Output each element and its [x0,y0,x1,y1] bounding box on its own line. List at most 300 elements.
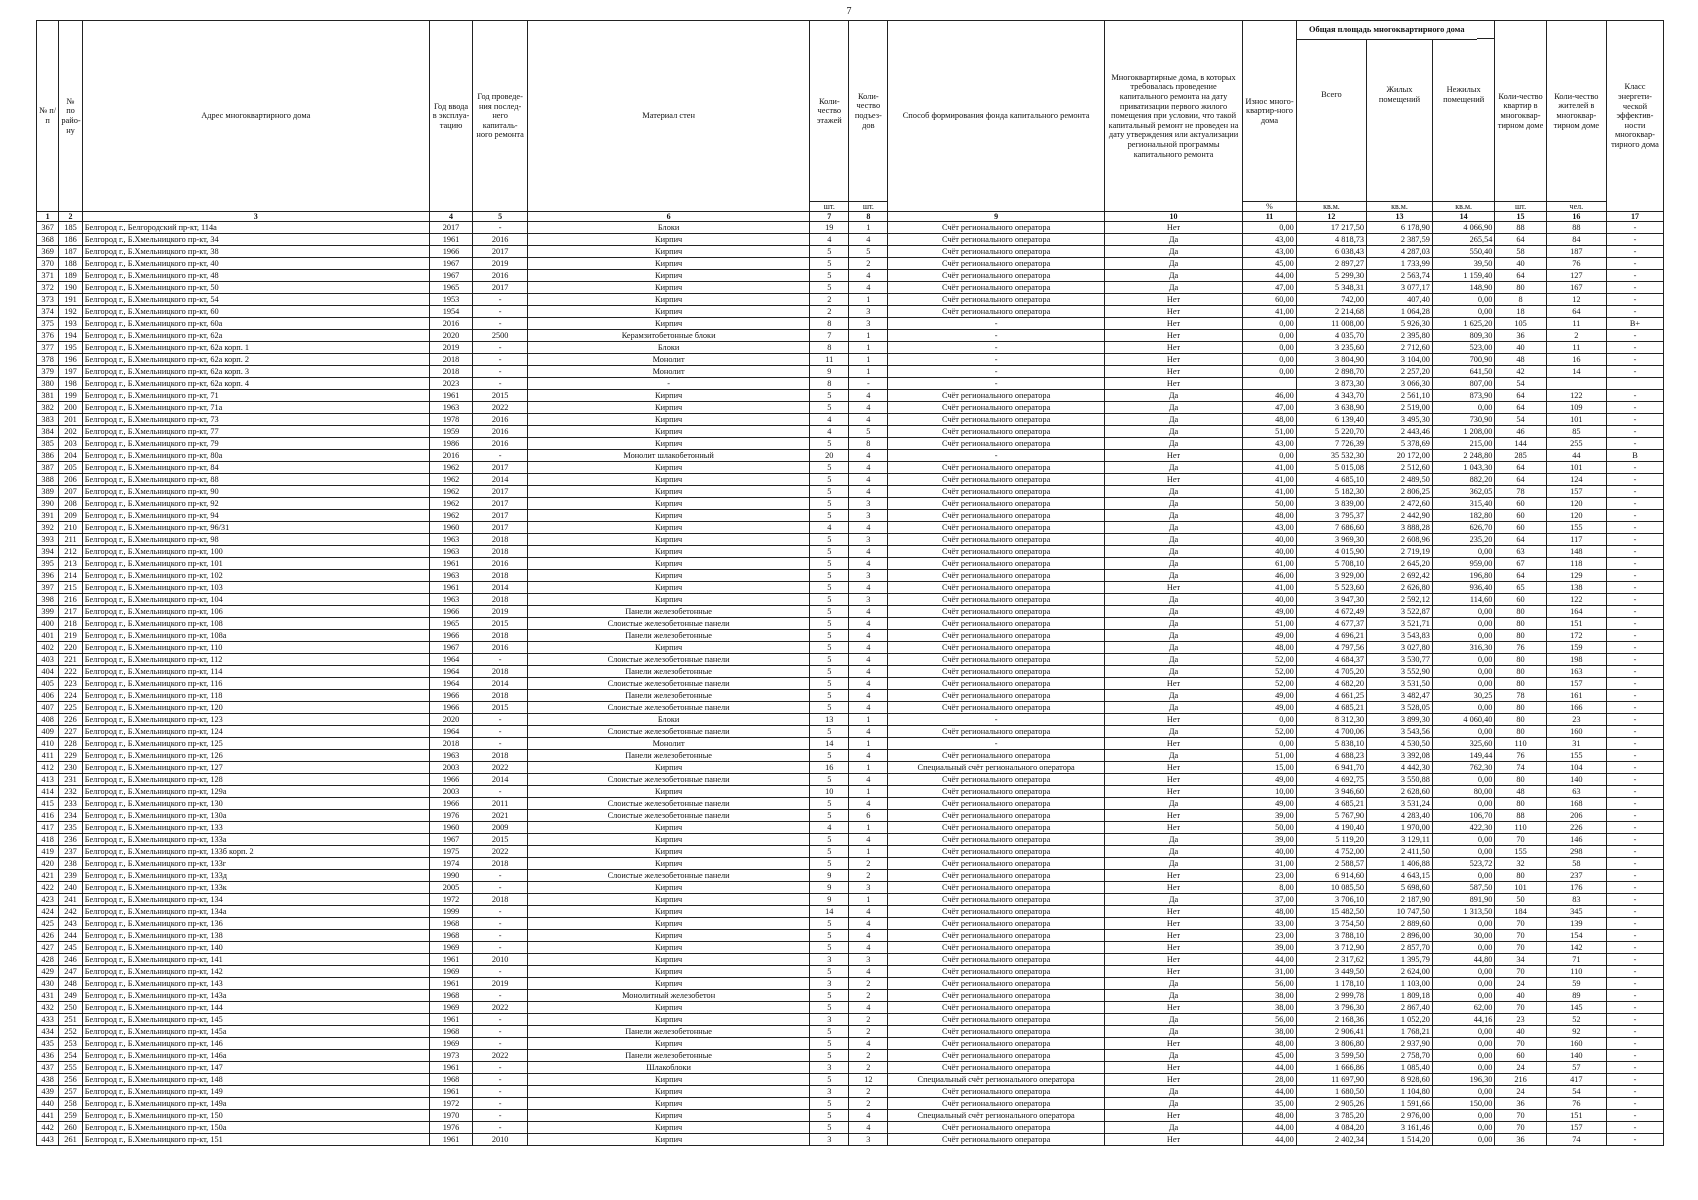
cell-district-number: 198 [59,378,82,390]
cell-row-number: 402 [37,642,59,654]
cell-address: Белгород г., Б.Хмельницкого пр-кт, 146а [82,1050,429,1062]
cell-energy-class: - [1606,534,1663,546]
cell-wear: 44,00 [1243,1062,1297,1074]
cell-residents: 172 [1546,630,1606,642]
cell-year-built: 1963 [429,750,473,762]
cell-year-built: 1968 [429,1074,473,1086]
cell-repair-required: Да [1104,270,1242,282]
cell-wall-material: Панели железобетонные [527,1026,809,1038]
cell-residents: 298 [1546,846,1606,858]
cell-last-repair: 2018 [473,534,528,546]
table-row [37,954,1664,966]
cell-apartments: 80 [1495,606,1546,618]
cell-apartments: 23 [1495,1014,1546,1026]
cell-district-number: 227 [59,726,82,738]
cell-area-total: 7 726,39 [1296,438,1366,450]
cell-address: Белгород г., Б.Хмельницкого пр-кт, 144 [82,1002,429,1014]
cell-energy-class: - [1606,822,1663,834]
header-area-nonliving-label: Нежилых помещений [1443,85,1485,104]
cell-repair-required: Нет [1104,954,1242,966]
cell-row-number: 420 [37,858,59,870]
cell-residents: 74 [1546,1134,1606,1146]
cell-area-living: 3 543,83 [1367,630,1433,642]
cell-residents: 160 [1546,726,1606,738]
cell-year-built: 1963 [429,546,473,558]
cell-residents: 157 [1546,678,1606,690]
cell-year-built: 1966 [429,246,473,258]
cell-year-built: 1961 [429,558,473,570]
cell-residents: 63 [1546,786,1606,798]
cell-repair-required: Да [1104,258,1242,270]
cell-apartments: 40 [1495,258,1546,270]
cell-year-built: 1968 [429,918,473,930]
cell-year-built: 1953 [429,294,473,306]
cell-year-built: 1975 [429,846,473,858]
cell-wall-material: Кирпич [527,966,809,978]
cell-year-built: 1972 [429,894,473,906]
cell-wall-material: Слоистые железобетонные панели [527,870,809,882]
cell-energy-class: - [1606,306,1663,318]
cell-area-living: 2 645,20 [1367,558,1433,570]
cell-address: Белгород г., Б.Хмельницкого пр-кт, 150а [82,1122,429,1134]
cell-fund-method: - [888,450,1104,462]
cell-wear: 0,00 [1243,330,1297,342]
cell-energy-class: - [1606,594,1663,606]
cell-wall-material: Кирпич [527,474,809,486]
cell-fund-method: Счёт регионального оператора [888,1134,1104,1146]
cell-year-built: 1962 [429,462,473,474]
table-row [37,1002,1664,1014]
cell-repair-required: Нет [1104,966,1242,978]
cell-floors: 5 [810,834,849,846]
cell-repair-required: Да [1104,534,1242,546]
cell-address: Белгород г., Б.Хмельницкого пр-кт, 148 [82,1074,429,1086]
cell-wear: 23,00 [1243,870,1297,882]
cell-year-built: 1965 [429,618,473,630]
cell-area-nonliving: 0,00 [1432,798,1494,810]
cell-apartments: 24 [1495,1086,1546,1098]
cell-area-total: 3 946,60 [1296,786,1366,798]
cell-address: Белгород г., Б.Хмельницкого пр-кт, 92 [82,498,429,510]
cell-last-repair: - [473,1038,528,1050]
cell-district-number: 218 [59,618,82,630]
cell-area-nonliving: 0,00 [1432,846,1494,858]
cell-entrances: 3 [849,954,888,966]
cell-residents: 76 [1546,258,1606,270]
cell-floors: 3 [810,954,849,966]
cell-year-built: 1961 [429,582,473,594]
cell-repair-required: Да [1104,486,1242,498]
cell-last-repair: 2016 [473,438,528,450]
cell-address: Белгород г., Б.Хмельницкого пр-кт, 125 [82,738,429,750]
cell-floors: 5 [810,282,849,294]
cell-area-living: 3 531,24 [1367,798,1433,810]
cell-fund-method: Счёт регионального оператора [888,1038,1104,1050]
cell-wear: 31,00 [1243,966,1297,978]
cell-wall-material: Кирпич [527,906,809,918]
cell-area-nonliving: 4 060,40 [1432,714,1494,726]
cell-energy-class: - [1606,630,1663,642]
cell-floors: 4 [810,822,849,834]
cell-row-number: 372 [37,282,59,294]
cell-row-number: 438 [37,1074,59,1086]
cell-apartments: 70 [1495,834,1546,846]
cell-last-repair: 2022 [473,402,528,414]
cell-area-living: 3 888,28 [1367,522,1433,534]
cell-fund-method: Счёт регионального оператора [888,642,1104,654]
table-row [37,1110,1664,1122]
cell-apartments: 80 [1495,654,1546,666]
cell-floors: 5 [810,666,849,678]
cell-wall-material: Кирпич [527,414,809,426]
table-row [37,534,1664,546]
cell-area-living: 2 719,19 [1367,546,1433,558]
cell-floors: 14 [810,906,849,918]
cell-wall-material: Кирпич [527,894,809,906]
cell-apartments: 80 [1495,714,1546,726]
cell-area-total: 3 873,30 [1296,378,1366,390]
cell-fund-method: Счёт регионального оператора [888,810,1104,822]
cell-last-repair: - [473,918,528,930]
cell-repair-required: Да [1104,438,1242,450]
cell-area-nonliving: 362,05 [1432,486,1494,498]
cell-wear: 45,00 [1243,258,1297,270]
cell-district-number: 252 [59,1026,82,1038]
cell-area-total: 2 168,36 [1296,1014,1366,1026]
cell-area-nonliving: 316,30 [1432,642,1494,654]
cell-area-living: 3 543,56 [1367,726,1433,738]
cell-area-nonliving: 0,00 [1432,678,1494,690]
cell-wall-material: Кирпич [527,258,809,270]
table-row [37,582,1664,594]
cell-address: Белгород г., Б.Хмельницкого пр-кт, 141 [82,954,429,966]
cell-wall-material: Блоки [527,714,809,726]
cell-energy-class: - [1606,330,1663,342]
table-row [37,270,1664,282]
cell-row-number: 398 [37,594,59,606]
cell-apartments: 80 [1495,774,1546,786]
cell-district-number: 210 [59,522,82,534]
table-row [37,774,1664,786]
cell-area-nonliving: 0,00 [1432,606,1494,618]
cell-wear: 52,00 [1243,654,1297,666]
cell-area-nonliving: 0,00 [1432,618,1494,630]
table-row [37,894,1664,906]
cell-area-living: 4 643,15 [1367,870,1433,882]
cell-repair-required: Да [1104,798,1242,810]
table-row [37,870,1664,882]
table-row [37,1098,1664,1110]
cell-area-total: 5 299,30 [1296,270,1366,282]
unit-residents: чел. [1546,202,1606,212]
cell-fund-method: Счёт регионального оператора [888,1098,1104,1110]
cell-address: Белгород г., Б.Хмельницкого пр-кт, 106 [82,606,429,618]
cell-year-built: 1966 [429,774,473,786]
cell-fund-method: Счёт регионального оператора [888,582,1104,594]
cell-energy-class: - [1606,414,1663,426]
cell-entrances: 2 [849,1050,888,1062]
cell-residents: 142 [1546,942,1606,954]
cell-row-number: 412 [37,762,59,774]
cell-entrances: 2 [849,1026,888,1038]
cell-energy-class: - [1606,282,1663,294]
cell-area-living: 2 867,40 [1367,1002,1433,1014]
cell-row-number: 391 [37,510,59,522]
cell-apartments: 88 [1495,222,1546,234]
cell-district-number: 260 [59,1122,82,1134]
unit-area-nonliving: кв.м. [1432,202,1494,212]
cell-year-built: 1961 [429,234,473,246]
cell-fund-method: Счёт регионального оператора [888,462,1104,474]
cell-wear: 39,00 [1243,834,1297,846]
cell-entrances: 4 [849,1038,888,1050]
cell-last-repair: 2016 [473,270,528,282]
cell-wear: 23,00 [1243,930,1297,942]
cell-repair-required: Да [1104,1050,1242,1062]
cell-row-number: 394 [37,546,59,558]
cell-wear: 52,00 [1243,678,1297,690]
cell-area-living: 2 442,90 [1367,510,1433,522]
header-year-built: Год ввода в эксплуа-тацию [429,21,473,212]
cell-address: Белгород г., Б.Хмельницкого пр-кт, 136 [82,918,429,930]
cell-apartments: 48 [1495,354,1546,366]
table-row [37,402,1664,414]
cell-repair-required: Да [1104,1086,1242,1098]
cell-fund-method: Счёт регионального оператора [888,750,1104,762]
cell-area-nonliving: 0,00 [1432,654,1494,666]
cell-district-number: 204 [59,450,82,462]
cell-floors: 5 [810,654,849,666]
cell-last-repair: - [473,1098,528,1110]
cell-area-nonliving: 641,50 [1432,366,1494,378]
column-number: 8 [849,212,888,222]
table-row [37,378,1664,390]
cell-wear: 0,00 [1243,342,1297,354]
table-row [37,654,1664,666]
cell-row-number: 370 [37,258,59,270]
cell-fund-method: Специальный счёт регионального оператора [888,1074,1104,1086]
cell-floors: 9 [810,870,849,882]
cell-area-living: 2 187,90 [1367,894,1433,906]
cell-district-number: 214 [59,570,82,582]
cell-entrances: 4 [849,462,888,474]
cell-area-nonliving: 2 248,80 [1432,450,1494,462]
cell-address: Белгород г., Б.Хмельницкого пр-кт, 149 [82,1086,429,1098]
cell-area-living: 2 512,60 [1367,462,1433,474]
cell-year-built: 1966 [429,630,473,642]
cell-wear: 43,00 [1243,522,1297,534]
table-row [37,810,1664,822]
cell-floors: 5 [810,486,849,498]
cell-wear: 48,00 [1243,1110,1297,1122]
cell-year-built: 1970 [429,1110,473,1122]
cell-row-number: 385 [37,438,59,450]
cell-apartments: 36 [1495,1134,1546,1146]
cell-address: Белгород г., Б.Хмельницкого пр-кт, 77 [82,426,429,438]
cell-fund-method: Счёт регионального оператора [888,702,1104,714]
column-number: 7 [810,212,849,222]
cell-apartments: 60 [1495,594,1546,606]
cell-wall-material: Кирпич [527,486,809,498]
column-number: 3 [82,212,429,222]
cell-residents: 166 [1546,702,1606,714]
cell-floors: 8 [810,342,849,354]
cell-year-built: 1967 [429,834,473,846]
cell-residents: 110 [1546,966,1606,978]
cell-entrances: 3 [849,570,888,582]
cell-energy-class: - [1606,714,1663,726]
cell-energy-class: - [1606,582,1663,594]
table-row [37,690,1664,702]
cell-fund-method: Счёт регионального оператора [888,978,1104,990]
cell-year-built: 1974 [429,858,473,870]
cell-address: Белгород г., Б.Хмельницкого пр-кт, 62а корп. 3 [82,366,429,378]
cell-district-number: 223 [59,678,82,690]
table-row [37,594,1664,606]
cell-energy-class: - [1606,1062,1663,1074]
cell-address: Белгород г., Б.Хмельницкого пр-кт, 71 [82,390,429,402]
cell-year-built: 2016 [429,318,473,330]
cell-fund-method: Счёт регионального оператора [888,1002,1104,1014]
header-repair-required: Многоквартирные дома, в которых требовалась проведение капитального ремонта на дату приватизации первого жилого помещения при условии, что такой капитальный ремонт не проведен на дату утверждения или актуализации региональной программы капитального ремонта [1104,21,1242,212]
cell-wear: 39,00 [1243,942,1297,954]
cell-district-number: 203 [59,438,82,450]
cell-repair-required: Да [1104,846,1242,858]
cell-apartments: 60 [1495,498,1546,510]
cell-entrances: 5 [849,426,888,438]
cell-apartments: 60 [1495,522,1546,534]
cell-fund-method: Счёт регионального оператора [888,570,1104,582]
cell-year-built: 1969 [429,1038,473,1050]
table-header [37,21,1664,222]
cell-energy-class: - [1606,258,1663,270]
cell-row-number: 421 [37,870,59,882]
cell-row-number: 405 [37,678,59,690]
cell-energy-class: - [1606,510,1663,522]
cell-row-number: 418 [37,834,59,846]
cell-entrances: 4 [849,522,888,534]
cell-district-number: 212 [59,546,82,558]
cell-last-repair: 2500 [473,330,528,342]
cell-area-total: 3 929,00 [1296,570,1366,582]
cell-area-nonliving: 0,00 [1432,918,1494,930]
cell-repair-required: Нет [1104,786,1242,798]
cell-last-repair: - [473,1014,528,1026]
cell-floors: 4 [810,522,849,534]
cell-area-total: 4 700,06 [1296,726,1366,738]
cell-district-number: 241 [59,894,82,906]
cell-area-total: 4 705,20 [1296,666,1366,678]
column-number: 9 [888,212,1104,222]
cell-wear: 46,00 [1243,570,1297,582]
cell-area-living: 2 896,00 [1367,930,1433,942]
cell-area-nonliving: 106,70 [1432,810,1494,822]
cell-residents: 198 [1546,654,1606,666]
cell-address: Белгород г., Б.Хмельницкого пр-кт, 151 [82,1134,429,1146]
cell-district-number: 201 [59,414,82,426]
cell-entrances: 4 [849,606,888,618]
cell-repair-required: Да [1104,834,1242,846]
column-number: 4 [429,212,473,222]
cell-row-number: 378 [37,354,59,366]
cell-repair-required: Да [1104,510,1242,522]
cell-entrances: 4 [849,486,888,498]
cell-address: Белгород г., Б.Хмельницкого пр-кт, 100 [82,546,429,558]
cell-entrances: 1 [849,738,888,750]
cell-entrances: 4 [849,414,888,426]
cell-residents: 120 [1546,498,1606,510]
cell-energy-class: - [1606,1122,1663,1134]
cell-entrances: 4 [849,546,888,558]
cell-year-built: 2023 [429,378,473,390]
cell-energy-class: - [1606,474,1663,486]
cell-fund-method: Счёт регионального оператора [888,1086,1104,1098]
cell-entrances: 4 [849,774,888,786]
cell-last-repair: - [473,294,528,306]
cell-fund-method: Счёт регионального оператора [888,918,1104,930]
cell-energy-class: - [1606,1026,1663,1038]
cell-energy-class: - [1606,402,1663,414]
cell-floors: 5 [810,246,849,258]
cell-wall-material: Слоистые железобетонные панели [527,678,809,690]
cell-district-number: 202 [59,426,82,438]
cell-row-number: 425 [37,918,59,930]
cell-floors: 5 [810,966,849,978]
cell-row-number: 414 [37,786,59,798]
cell-area-total: 5 767,90 [1296,810,1366,822]
cell-energy-class: - [1606,954,1663,966]
cell-wall-material: Шлакоблоки [527,1062,809,1074]
cell-address: Белгород г., Б.Хмельницкого пр-кт, 102 [82,570,429,582]
cell-year-built: 1966 [429,606,473,618]
cell-area-living: 1 514,20 [1367,1134,1433,1146]
cell-row-number: 387 [37,462,59,474]
cell-address: Белгород г., Б.Хмельницкого пр-кт, 126 [82,750,429,762]
cell-area-living: 1 052,20 [1367,1014,1433,1026]
cell-area-living: 1 406,88 [1367,858,1433,870]
header-energy-class: Класс энергети-ческой эффектив-ности многоквар-тирного дома [1606,21,1663,212]
cell-area-total: 3 788,10 [1296,930,1366,942]
cell-last-repair: 2015 [473,702,528,714]
cell-district-number: 251 [59,1014,82,1026]
cell-row-number: 416 [37,810,59,822]
cell-wear: 0,00 [1243,738,1297,750]
cell-area-nonliving: 1 625,20 [1432,318,1494,330]
cell-apartments: 101 [1495,882,1546,894]
cell-floors: 9 [810,882,849,894]
cell-wear: 47,00 [1243,282,1297,294]
cell-floors: 5 [810,1098,849,1110]
cell-fund-method: Счёт регионального оператора [888,906,1104,918]
cell-residents: 140 [1546,1050,1606,1062]
cell-area-nonliving: 1 043,30 [1432,462,1494,474]
cell-wear: 15,00 [1243,762,1297,774]
cell-energy-class: - [1606,1014,1663,1026]
cell-area-living: 1 103,00 [1367,978,1433,990]
cell-fund-method: Счёт регионального оператора [888,846,1104,858]
table-row [37,414,1664,426]
cell-repair-required: Нет [1104,738,1242,750]
cell-repair-required: Да [1104,1014,1242,1026]
cell-area-total: 2 898,70 [1296,366,1366,378]
cell-apartments: 80 [1495,798,1546,810]
table-row [37,834,1664,846]
header-apartments: Коли-чество квартир в многоквар-тирном доме [1495,21,1546,202]
cell-floors: 5 [810,1050,849,1062]
cell-floors: 8 [810,318,849,330]
cell-year-built: 1969 [429,1002,473,1014]
cell-area-living: 1 085,40 [1367,1062,1433,1074]
